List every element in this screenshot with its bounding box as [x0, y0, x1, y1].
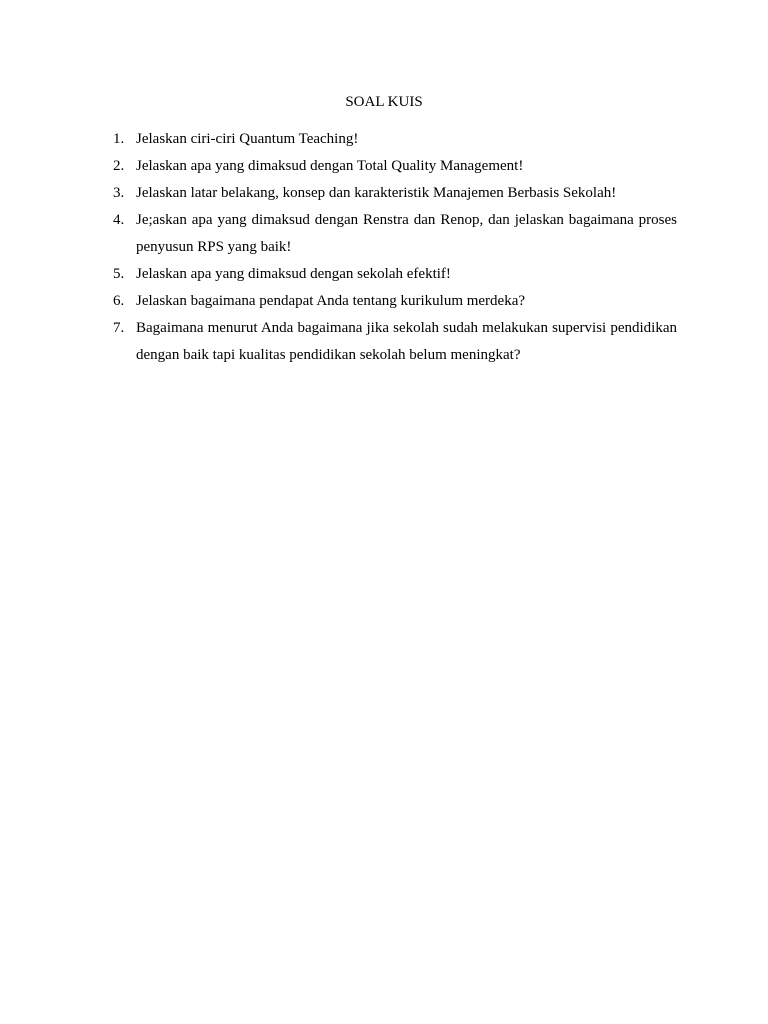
list-item	[107, 153, 677, 180]
question-number: 4.	[113, 212, 125, 228]
question-text: Jelaskan apa yang dimaksud dengan sekolah efektif!	[136, 266, 451, 282]
list-item	[107, 261, 677, 288]
question-text: Jelaskan apa yang dimaksud dengan Total Quality Management!	[136, 158, 524, 174]
question-number: 5.	[113, 266, 125, 282]
question-text: Je;askan apa yang dimaksud dengan Renstra dan Renop, dan jelaskan bagaimana proses penyusun RPS yang baik!	[136, 212, 677, 255]
list-item	[107, 207, 677, 261]
list-item	[107, 315, 677, 369]
list-item	[107, 288, 677, 315]
question-number: 1.	[113, 131, 125, 147]
question-number: 7.	[113, 320, 125, 336]
list-item	[107, 126, 677, 153]
question-text: Jelaskan latar belakang, konsep dan karakteristik Manajemen Berbasis Sekolah!	[136, 185, 617, 201]
question-number: 6.	[113, 293, 125, 309]
question-text: Jelaskan bagaimana pendapat Anda tentang kurikulum merdeka?	[136, 293, 526, 309]
question-number: 3.	[113, 185, 125, 201]
question-number: 2.	[113, 158, 125, 174]
question-text: Jelaskan ciri-ciri Quantum Teaching!	[136, 131, 359, 147]
list-item	[107, 180, 677, 207]
question-list	[107, 126, 677, 369]
question-text: Bagaimana menurut Anda bagaimana jika sekolah sudah melakukan supervisi pendidikan dengan baik tapi kualitas pendidikan sekolah belum meningkat?	[136, 320, 677, 363]
page-title: SOAL KUIS	[345, 94, 423, 110]
